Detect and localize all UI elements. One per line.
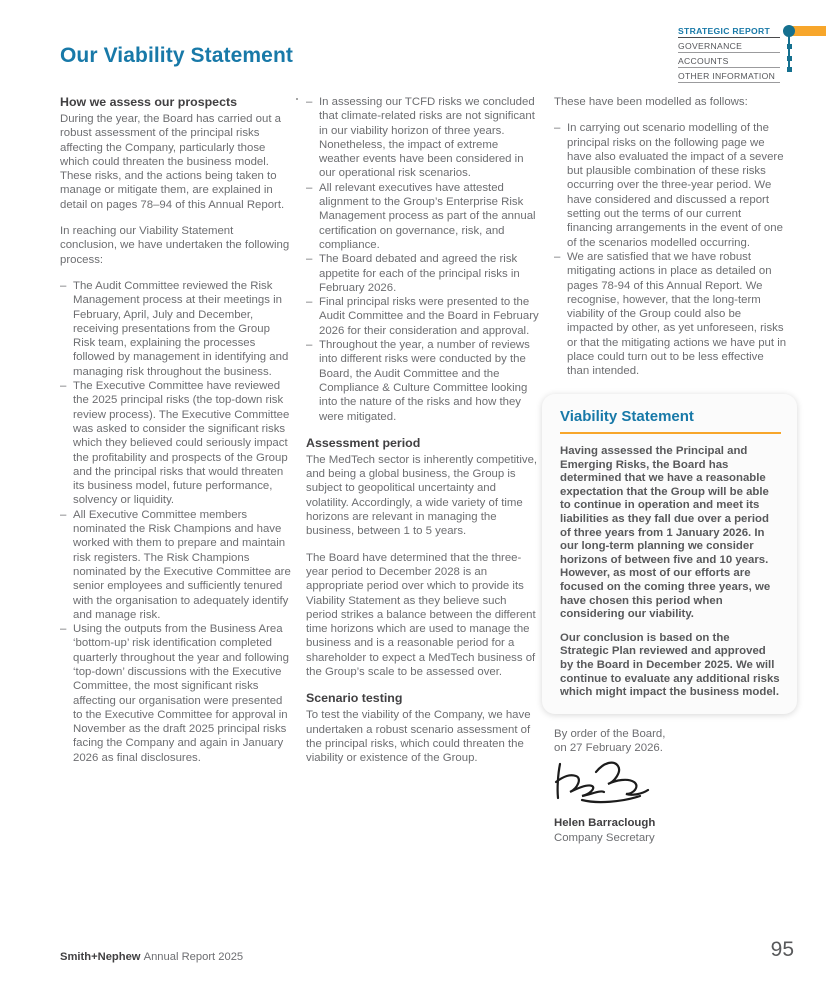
footer	[60, 951, 243, 963]
heading-scenario-testing: Scenario testing	[306, 691, 403, 706]
bullet-item: – The Audit Committee reviewed the Risk Management process at their meetings in February, April, July and December, receiving presentations from the Group Risk team, explaining the processes followed by management in identifying and managing risk throughout the business.	[60, 279, 293, 379]
bullet-item: – The Executive Committee have reviewed the 2025 principal risks (the top-down risk review process). The Executive Committee was asked to consider the significant risks which they believed could seriously impact the profitability and prospects of the Group and the principal risks that would threaten its business model, future performance, solvency or liquidity.	[60, 379, 293, 508]
column-how-we-assess	[60, 95, 293, 777]
signature-scribble-icon	[552, 752, 662, 810]
paragraph: The Board have determined that the three-year period to December 2028 is an appropriate period over which to provide its Viability Statement as they believe such period strikes a balance between the different time horizons which are used to manage the business and is a reasonable period for a shareholder to expect a MedTech business of the Group’s scale to be assessed over.	[306, 551, 536, 678]
heading-how-we-assess: How we assess our prospects	[60, 95, 237, 109]
print-artifact-dot	[296, 98, 298, 100]
viability-statement-box	[542, 394, 797, 714]
bullet-item: – All relevant executives have attested alignment to the Group’s Enterprise Risk Management process as part of the annual certification on governance, risk, and compliance.	[306, 181, 539, 252]
paragraph: To test the viability of the Company, we have undertaken a robust scenario assessment of the principal risks, which could threaten the viability or existence of the Group.	[306, 709, 531, 765]
paragraph: During the year, the Board has carried out a robust assessment of the principal risks affecting the Company, particularly those which could threaten the business model. These risks, and the actions being taken to manage or mitigate them, are explained in detail on pages 78–94 of this Annual Report.	[60, 113, 285, 211]
bullet-item: – All Executive Committee members nominated the Risk Champions and have worked with them to prepare and maintain risk registers. The Risk Champions nominated by the Executive Committee are senior employees and sufficiently tenured with the organisation to adequately identify and manage risk.	[60, 508, 293, 622]
bullet-list	[554, 121, 787, 378]
section-nav-connector-line	[788, 34, 790, 70]
nav-item-other-information[interactable]: OTHER INFORMATION	[678, 68, 780, 83]
nav-item-accounts[interactable]: ACCOUNTS	[678, 53, 780, 68]
viability-box-paragraph: Having assessed the Principal and Emerging Risks, the Board has determined that we have a reasonable expectation that the Group will be able to continue in operation and meet its liabilities as they fall due over a period of three years from 1 January 2026. In our long-term planning we consider horizons of between five and 10 years. However, as most of our efforts are focused on the coming three years, we have chosen this period when considering our viability.	[560, 445, 771, 621]
signoff-line: By order of the Board,	[554, 728, 666, 740]
column-process-and-assessment	[306, 95, 539, 777]
bullet-list	[60, 279, 293, 765]
bullet-item: – We are satisfied that we have robust mitigating actions in place as detailed on pages 78-94 of this Annual Report. We recognise, however, that the long-term viability of the Group could also be impacted by other, as yet unforeseen, risks or that the mitigating actions we have put in place could turn out to be less effective than intended.	[554, 250, 787, 379]
section-nav	[678, 23, 780, 83]
viability-box-paragraph: Our conclusion is based on the Strategic Plan reviewed and approved by the Board in December 2025. We will continue to evaluate any additional risks which might impact the business model.	[560, 631, 780, 699]
nav-item-governance[interactable]: GOVERNANCE	[678, 38, 780, 53]
signatory-block	[554, 816, 655, 846]
orange-rule	[560, 432, 781, 434]
section-nav-tick-icon	[787, 44, 792, 49]
signatory-role: Company Secretary	[554, 832, 655, 844]
signature-image	[552, 752, 662, 815]
bullet-item: – Throughout the year, a number of reviews into different risks were conducted by the Board, the Audit Committee and the Compliance & Culture Committee looking into the nature of the risks and how they were mitigated.	[306, 338, 539, 424]
bullet-item: – In assessing our TCFD risks we concluded that climate-related risks are not significant in our viability horizon of three years. Nonetheless, the impact of extreme weather events have been considered in our operational risk scenarios.	[306, 95, 539, 181]
bullet-item: – Using the outputs from the Business Area ‘bottom-up’ risk identification completed quarterly throughout the year and following ‘top-down’ discussions with the Executive Committee, the most significant risks affecting our organisation were presented to the Executive Committee for approval in November as the draft 2025 principal risks facing the Company and again in January 2026 as final disclosures.	[60, 622, 293, 765]
page-title: Our Viability Statement	[60, 44, 293, 67]
active-section-bar	[792, 26, 826, 36]
page-number: 95	[770, 938, 794, 961]
bullet-item: – The Board debated and agreed the risk appetite for each of the principal risks in February 2026.	[306, 252, 539, 295]
signoff-line: on 27 February 2026.	[554, 742, 663, 755]
paragraph: These have been modelled as follows:	[554, 96, 748, 108]
paragraph: The MedTech sector is inherently competitive, and being a global business, the Group is subject to geopolitical uncertainty and volatility. Accordingly, a wide variety of time horizons are relevant in managing the business, between 1 to 5 years.	[306, 453, 538, 538]
footer-report-label: Annual Report 2025	[143, 951, 244, 963]
section-nav-tick-icon	[787, 56, 792, 61]
bullet-item: – In carrying out scenario modelling of the principal risks on the following page we have also evaluated the impact of a severe but plausible combination of these risks occurring over the three-year period. We have considered and discussed a report setting out the terms of our current financing arrangements in the event of one of the scenarios modelled occurring.	[554, 121, 787, 250]
section-nav-tick-icon	[787, 67, 792, 72]
viability-box-title: Viability Statement	[560, 408, 694, 425]
paragraph: In reaching our Viability Statement conclusion, we have undertaken the following process:	[60, 225, 290, 266]
signatory-name: Helen Barraclough	[554, 817, 656, 829]
column-modelling	[554, 95, 787, 391]
footer-brand: Smith+Nephew	[60, 951, 144, 963]
heading-assessment-period: Assessment period	[306, 435, 421, 450]
nav-item-strategic-report[interactable]: STRATEGIC REPORT	[678, 23, 780, 38]
bullet-list	[306, 95, 539, 424]
bullet-item: – Final principal risks were presented to the Audit Committee and the Board in February 2026 for their consideration and approval.	[306, 295, 539, 338]
